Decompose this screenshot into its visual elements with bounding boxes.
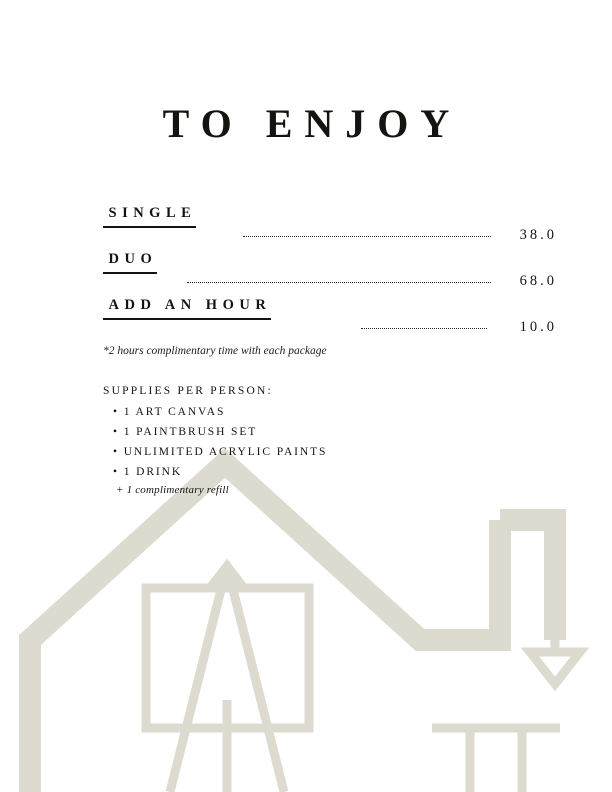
- menu-item-name: ADD AN HOUR: [103, 297, 271, 320]
- page-title: TO ENJOY: [162, 101, 462, 146]
- list-item: • 1 PAINTBRUSH SET: [113, 426, 258, 438]
- menu-item-name: DUO: [103, 251, 157, 274]
- supplies-section: [103, 385, 433, 496]
- menu-item-price: 38.0: [519, 227, 557, 243]
- list-item: • 1 DRINK: [113, 466, 183, 478]
- menu-item-name: SINGLE: [103, 205, 196, 228]
- menu-row: [103, 297, 559, 343]
- leader-dots: [361, 327, 487, 329]
- leader-dots: [187, 281, 491, 283]
- menu-list: [103, 205, 559, 343]
- menu-row: [103, 205, 559, 251]
- supplies-heading: SUPPLIES PER PERSON:: [103, 385, 273, 397]
- menu-item-price: 68.0: [519, 273, 557, 289]
- package-note: *2 hours complimentary time with each package: [103, 345, 327, 357]
- supplies-subnote: + 1 complimentary refill: [116, 484, 229, 496]
- menu-row: [103, 251, 559, 297]
- menu-item-price: 10.0: [519, 319, 557, 335]
- list-item: • 1 ART CANVAS: [113, 406, 226, 418]
- leader-dots: [243, 235, 491, 237]
- list-item: • UNLIMITED ACRYLIC PAINTS: [113, 446, 328, 458]
